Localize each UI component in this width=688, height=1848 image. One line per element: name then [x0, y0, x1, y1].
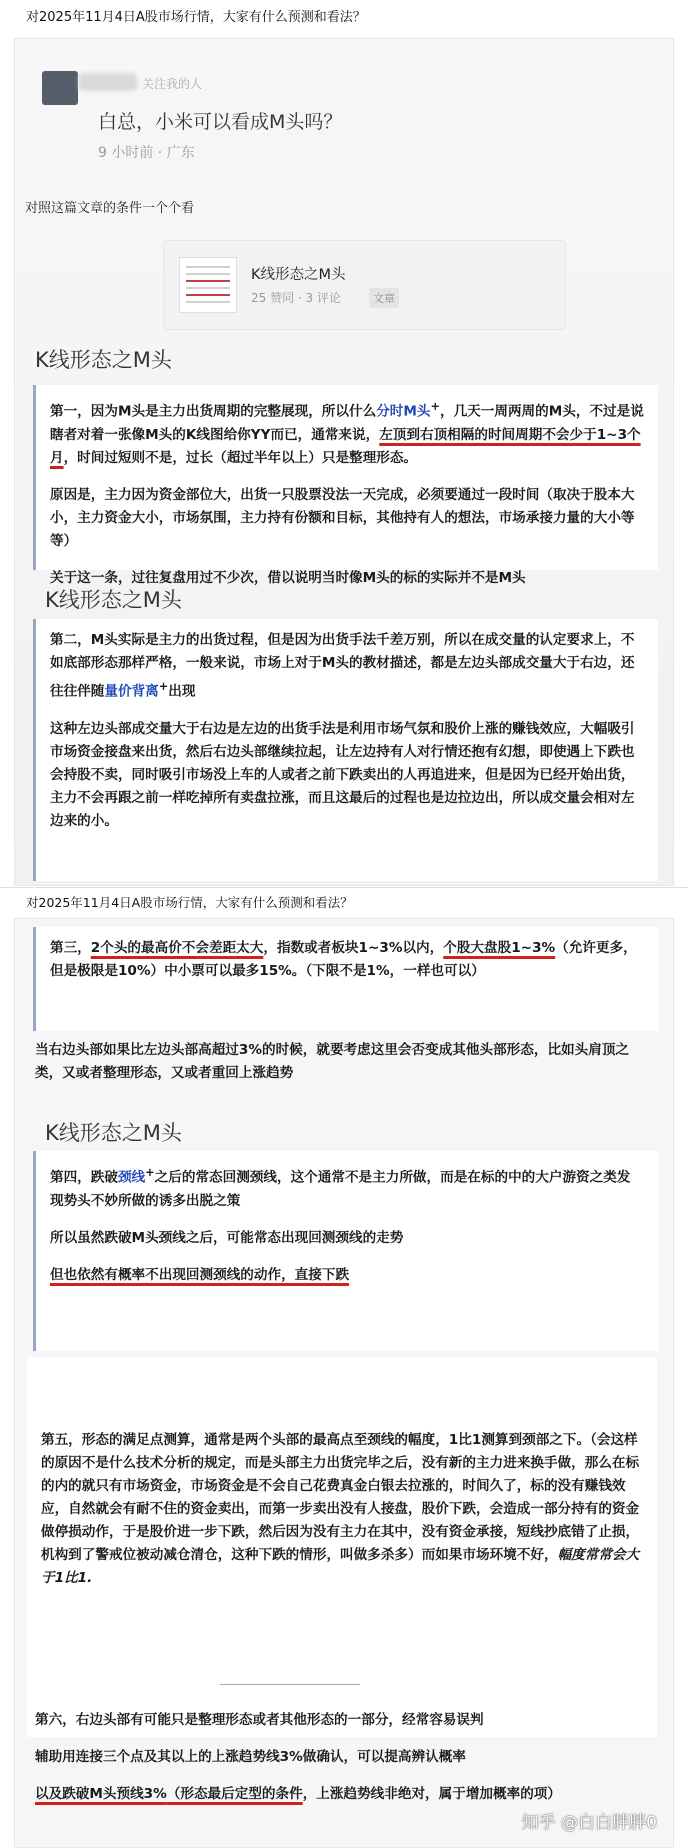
question-title[interactable]: 对2025年11月4日A股市场行情，大家有什么预测和看法？	[0, 0, 688, 36]
article-card[interactable]	[163, 240, 566, 330]
paragraph-5: 这种左边头部成交量大于右边是左边的出货手法是利用市场气氛和股价上涨的赚钱效应，大幅吸引市场资金接盘来出货，然后右边头部继续拉起，让左边持有人对行情还抱有幻想，即使遇上下跌也会持股不卖，同时吸引市场没上车的人或者之前下跌卖出的人再追进来，但是因为已经开始出货，主力不会再跟之前一样吃掉所有卖盘拉涨，而且这最后的过程也是边拉边出，所以成交量会相对左边来的小。	[50, 720, 635, 829]
screenshot-panel-1	[14, 38, 674, 886]
paragraph-2: 原因是，主力因为资金部位大，出货一只股票没法一天完成，必须要通过一段时间（取决于股本大小，主力资金大小，市场氛围，主力持有份额和目标，其他持有人的想法，市场承接力量的大小等等）	[50, 486, 635, 549]
paragraph-11: 第五，形态的满足点测算，通常是两个头部的最高点至颈线的幅度，1比1测算到颈部之下。（会这样的原因不是什么技术分析的规定，而是头部主力出货完毕之后，没有新的主力进来换手做，那么在标的内的就只有市场资金，市场资金是不会自己花费真金白银去拉涨的，时间久了，标的没有赚钱效应，自然就会有耐不住的资金卖出，而第一步卖出没有人接盘，股价下跌，会造成一部分持有的资金做停损动作，于是股价进一步下跌，然后因为没有主力在其中，没有资金承接，短线抄底错了止损，机构到了警戒位被动减仓清仓，这种下跌的情形，叫做多杀多）而如果市场环境不好，幅度常常会大于1比1.	[41, 1432, 640, 1586]
blurred-username	[79, 73, 137, 91]
screenshot-panel-2	[14, 918, 674, 1848]
section-title: K线形态之M头	[35, 348, 172, 372]
article-tag: 文章	[369, 288, 399, 308]
comment-question: 白总，小米可以看成M头吗？	[98, 111, 343, 133]
paragraph-6: 第三，2个头的最高价不会差距太大，指数或者板块1~3%以内，个股大盘股1~3%（允许更多，但是极限是10%）中小票可以最多15%。（下限不是1%，一样也可以）	[50, 940, 637, 979]
paragraph-8: 第四，跌破颈线+之后的常态回测颈线，这个通常不是主力所做，而是在标的中的大户游资之类发现势头不妙所做的诱多出脱之策	[50, 1165, 631, 1209]
content-block-3	[33, 927, 658, 1031]
paragraph-12: 第六，右边头部有可能只是整理形态或者其他形态的一部分，经常容易误判	[35, 1712, 484, 1728]
link-liangjia-beili[interactable]: 量价背离	[104, 683, 159, 700]
section-title-3: K线形态之M头	[45, 1121, 182, 1145]
question-title-2[interactable]: 对2025年11月4日A股市场行情，大家有什么预测和看法？	[0, 887, 688, 917]
paragraph-10: 但也依然有概率不出现回测颈线的动作，直接下跌	[50, 1266, 350, 1283]
article-thumbnail	[179, 257, 237, 313]
article-title: K线形态之M头	[251, 267, 346, 283]
follow-label: 关注我的人	[142, 77, 203, 91]
divider	[220, 1684, 360, 1685]
paragraph-13: 辅助用连接三个点及其以上的上涨趋势线3%做确认，可以提高辨认概率	[35, 1749, 466, 1765]
section-title-2: K线形态之M头	[45, 588, 182, 612]
article-meta: 25 赞同 · 3 评论	[251, 291, 341, 305]
paragraph-3: 关于这一条，过往复盘用过不少次，借以说明当时像M头的标的实际并不是M头	[50, 569, 526, 586]
paragraph-9: 所以虽然跌破M头颈线之后，可能常态出现回测颈线的走势	[50, 1229, 404, 1246]
comment-meta: 9 小时前 · 广东	[98, 145, 195, 161]
avatar[interactable]	[42, 71, 78, 105]
paragraph-7: 当右边头部如果比左边头部高超过3%的时候，就要考虑这里会否变成其他头部形态，比如头肩顶之类，又或者整理形态，又或者重回上涨趋势	[35, 1042, 630, 1081]
paragraph-1: 第一，因为M头是主力出货周期的完整展现，所以什么分时M头+，几天一周两周的M头，不过是说瞎者对着一张像M头的K线图给你YY而已，通常来说，左顶到右顶相隔的时间周期不会少于1~3个月，时间过短则不是，过长（超过半年以上）只是整理形态。	[50, 399, 644, 466]
content-block-1	[33, 385, 658, 586]
content-block-4	[33, 1151, 658, 1351]
content-block-2	[33, 619, 658, 881]
caption-text: 对照这篇文章的条件一个个看	[25, 201, 195, 216]
paragraph-4: 第二，M头实际是主力的出货过程，但是因为出货手法千差万别，所以在成交量的认定要求上，不如底部形态那样严格，一般来说，市场上对于M头的教材描述，都是左边头部成交量大于右边，还往往伴随量价背离+出现	[50, 632, 635, 700]
zhihu-watermark: 知乎 @白白胖胖0	[521, 1813, 657, 1833]
link-fenshi-mtou[interactable]: 分时M头	[376, 403, 431, 420]
paragraph-14: 以及跌破M头预线3%（形态最后定型的条件，上涨趋势线非绝对，属于增加概率的项）	[35, 1786, 561, 1802]
content-block-5	[27, 1357, 657, 1737]
content-block-6	[35, 1709, 655, 1820]
link-jingxian[interactable]: 颈线	[117, 1169, 146, 1186]
